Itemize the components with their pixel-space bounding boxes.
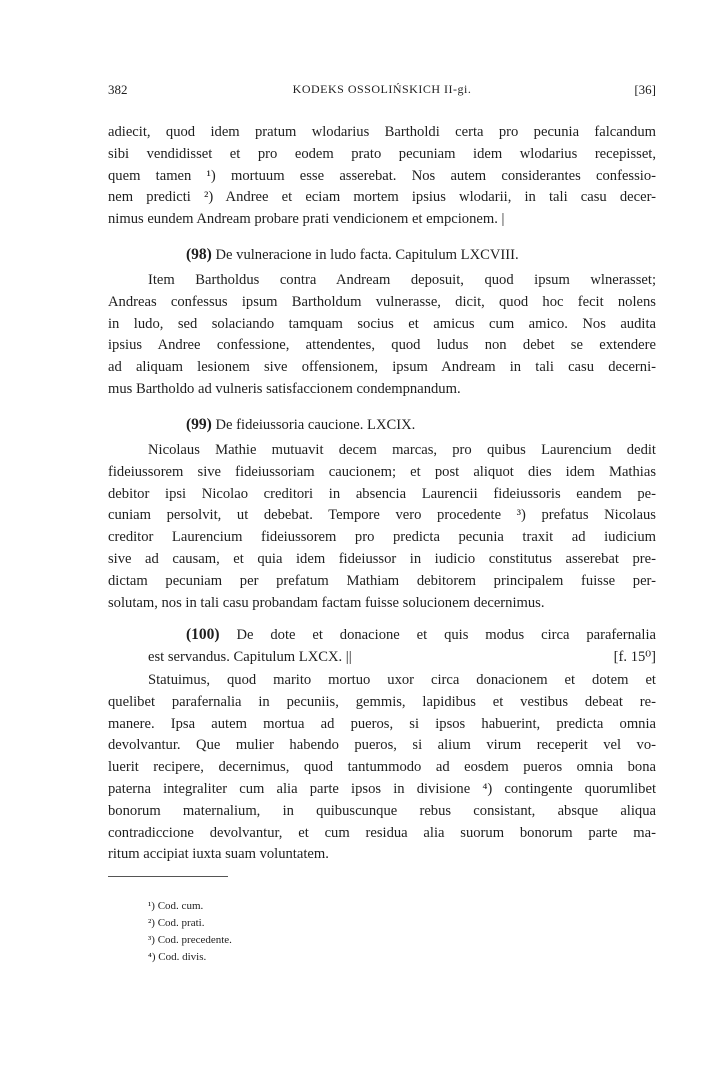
text-line: contradiccione devolvantur, et cum residua alia suorum bonorum parte ma- bbox=[108, 824, 656, 841]
text-line: paterna integraliter cum alia parte ipsos in divisione ⁴) contingente quorumlibet bbox=[108, 780, 656, 797]
text-line: mus Bartholdo ad vulneris satisfaccionem condempnandum. bbox=[108, 380, 461, 397]
running-head-title: KODEKS OSSOLIŃSKICH II-gi. bbox=[292, 82, 472, 96]
footnote-mark: ¹) bbox=[148, 900, 155, 912]
text-line: debitor ipsi Nicolao creditori in absencia Laurencii fideiussoris eandem pe- bbox=[108, 485, 656, 502]
footnote-text: Cod. divis. bbox=[158, 951, 207, 963]
footnote-mark: ²) bbox=[148, 917, 155, 929]
text-line: ipsius Andree confessione, attendentes, quod ludus non debet se extendere bbox=[108, 337, 656, 354]
footnote-3 bbox=[148, 932, 232, 949]
text-line: cuniam persolvit, ut debebat. Tempore vero procedente ³) prefatus Nicolaus bbox=[108, 507, 656, 524]
text-line: Andreas confessus ipsum Bartholdum vulnerasse, dicit, quod hoc fecit nolens bbox=[108, 293, 656, 310]
text-line: bonorum maternalium, in quibuscunque rebus consistant, absque aliqua bbox=[108, 802, 656, 819]
text-line: ad aliquam lesionem sive offensionem, ipsum Andream in tali casu decerni- bbox=[108, 359, 656, 376]
section-100-title-line2: est servandus. Capitulum LXCX. || bbox=[148, 648, 352, 665]
text-line: ritum accipiat iuxta suam voluntatem. bbox=[108, 846, 329, 863]
text-line: nimus eundem Andream probare prati vendicionem et empcionem. | bbox=[108, 211, 505, 228]
text-line: Statuimus, quod marito mortuo uxor circa donacionem et dotem et bbox=[148, 672, 656, 688]
text-line: solutam, nos in tali casu probandam factam fuisse solucionem decernimus. bbox=[108, 594, 545, 611]
section-99-heading bbox=[108, 414, 656, 437]
footnote-mark: ³) bbox=[148, 934, 155, 946]
section-100-heading bbox=[108, 624, 656, 669]
text-line: manere. Ipsa autem mortua ad pueros, si ipsos habuerint, predicta omnia bbox=[108, 715, 656, 732]
footnote-divider bbox=[108, 876, 228, 877]
section-98-number: (98) bbox=[186, 246, 212, 263]
section-100-body bbox=[108, 670, 656, 866]
intro-paragraph bbox=[108, 122, 656, 231]
section-99-number: (99) bbox=[186, 416, 212, 433]
text-line: Item Bartholdus contra Andream deposuit, quod ipsum wlnerasset; bbox=[148, 272, 656, 288]
footnote-text: Cod. cum. bbox=[157, 900, 204, 912]
text-line: quelibet parafernalia in pecuniis, gemmis, lapidibus et vestibus debeat re- bbox=[108, 693, 656, 710]
section-99-body bbox=[108, 440, 656, 614]
text-line: nem predicti ²) Andree et eciam mortem ipsius wlodarii, in tali casu decer- bbox=[108, 189, 656, 206]
footnotes bbox=[148, 898, 232, 966]
folio-marker: [f. 15⁰] bbox=[613, 648, 656, 665]
text-line: luerit recipere, decernimus, quod tantummodo ad eosdem pueros omnia bona bbox=[108, 759, 656, 776]
page-number: 382 bbox=[108, 82, 128, 97]
footnote-4 bbox=[148, 949, 232, 966]
footnote-mark: ⁴) bbox=[148, 951, 156, 963]
text-line: dictam pecuniam per prefatum Mathiam debitorem principalem fuisse per- bbox=[108, 572, 656, 589]
section-99-title: De fideiussoria caucione. LXCIX. bbox=[215, 417, 416, 433]
section-100-number: (100) bbox=[186, 626, 220, 643]
folio-number: [36] bbox=[634, 82, 656, 97]
text-line: creditor Laurencium fideiussorem pro predicta pecunia traxit ad iudicium bbox=[108, 529, 656, 546]
text-line: sibi vendidisset et pro eodem prato pecuniam idem wlodarius recepisset, bbox=[108, 145, 656, 162]
running-head bbox=[108, 82, 656, 102]
text-line: sive ad causam, et quia idem fideiussor in iudicio constitutus asserebat pre- bbox=[108, 550, 656, 567]
footnote-text: Cod. prati. bbox=[157, 917, 205, 929]
section-98-heading bbox=[108, 244, 656, 267]
text-line: devolvantur. Que mulier habendo pueros, si alium virum receperit vel vo- bbox=[108, 737, 656, 754]
footnote-1 bbox=[148, 898, 232, 915]
section-98-title: De vulneracione in ludo facta. Capitulum LXCVIII. bbox=[215, 247, 519, 263]
section-100-title-line1: De dote et donacione et quis modus circa parafernalia bbox=[236, 627, 656, 643]
text-line: fideiussorem sive fideiussoriam caucionem; et post aliquot dies idem Mathias bbox=[108, 463, 656, 480]
footnote-text: Cod. precedente. bbox=[157, 934, 232, 946]
section-98-body bbox=[108, 270, 656, 401]
footnote-2 bbox=[148, 915, 232, 932]
text-line: adiecit, quod idem pratum wlodarius Bartholdi certa pro pecunia falcandum bbox=[108, 124, 656, 140]
text-line: Nicolaus Mathie mutuavit decem marcas, pro quibus Laurencium dedit bbox=[148, 442, 656, 458]
text-line: quem tamen ¹) mortuum esse asserebat. Nos autem considerantes confessio- bbox=[108, 167, 656, 184]
text-line: in ludo, sed solaciando tamquam socius et amicus cum amico. Nos audita bbox=[108, 315, 656, 332]
